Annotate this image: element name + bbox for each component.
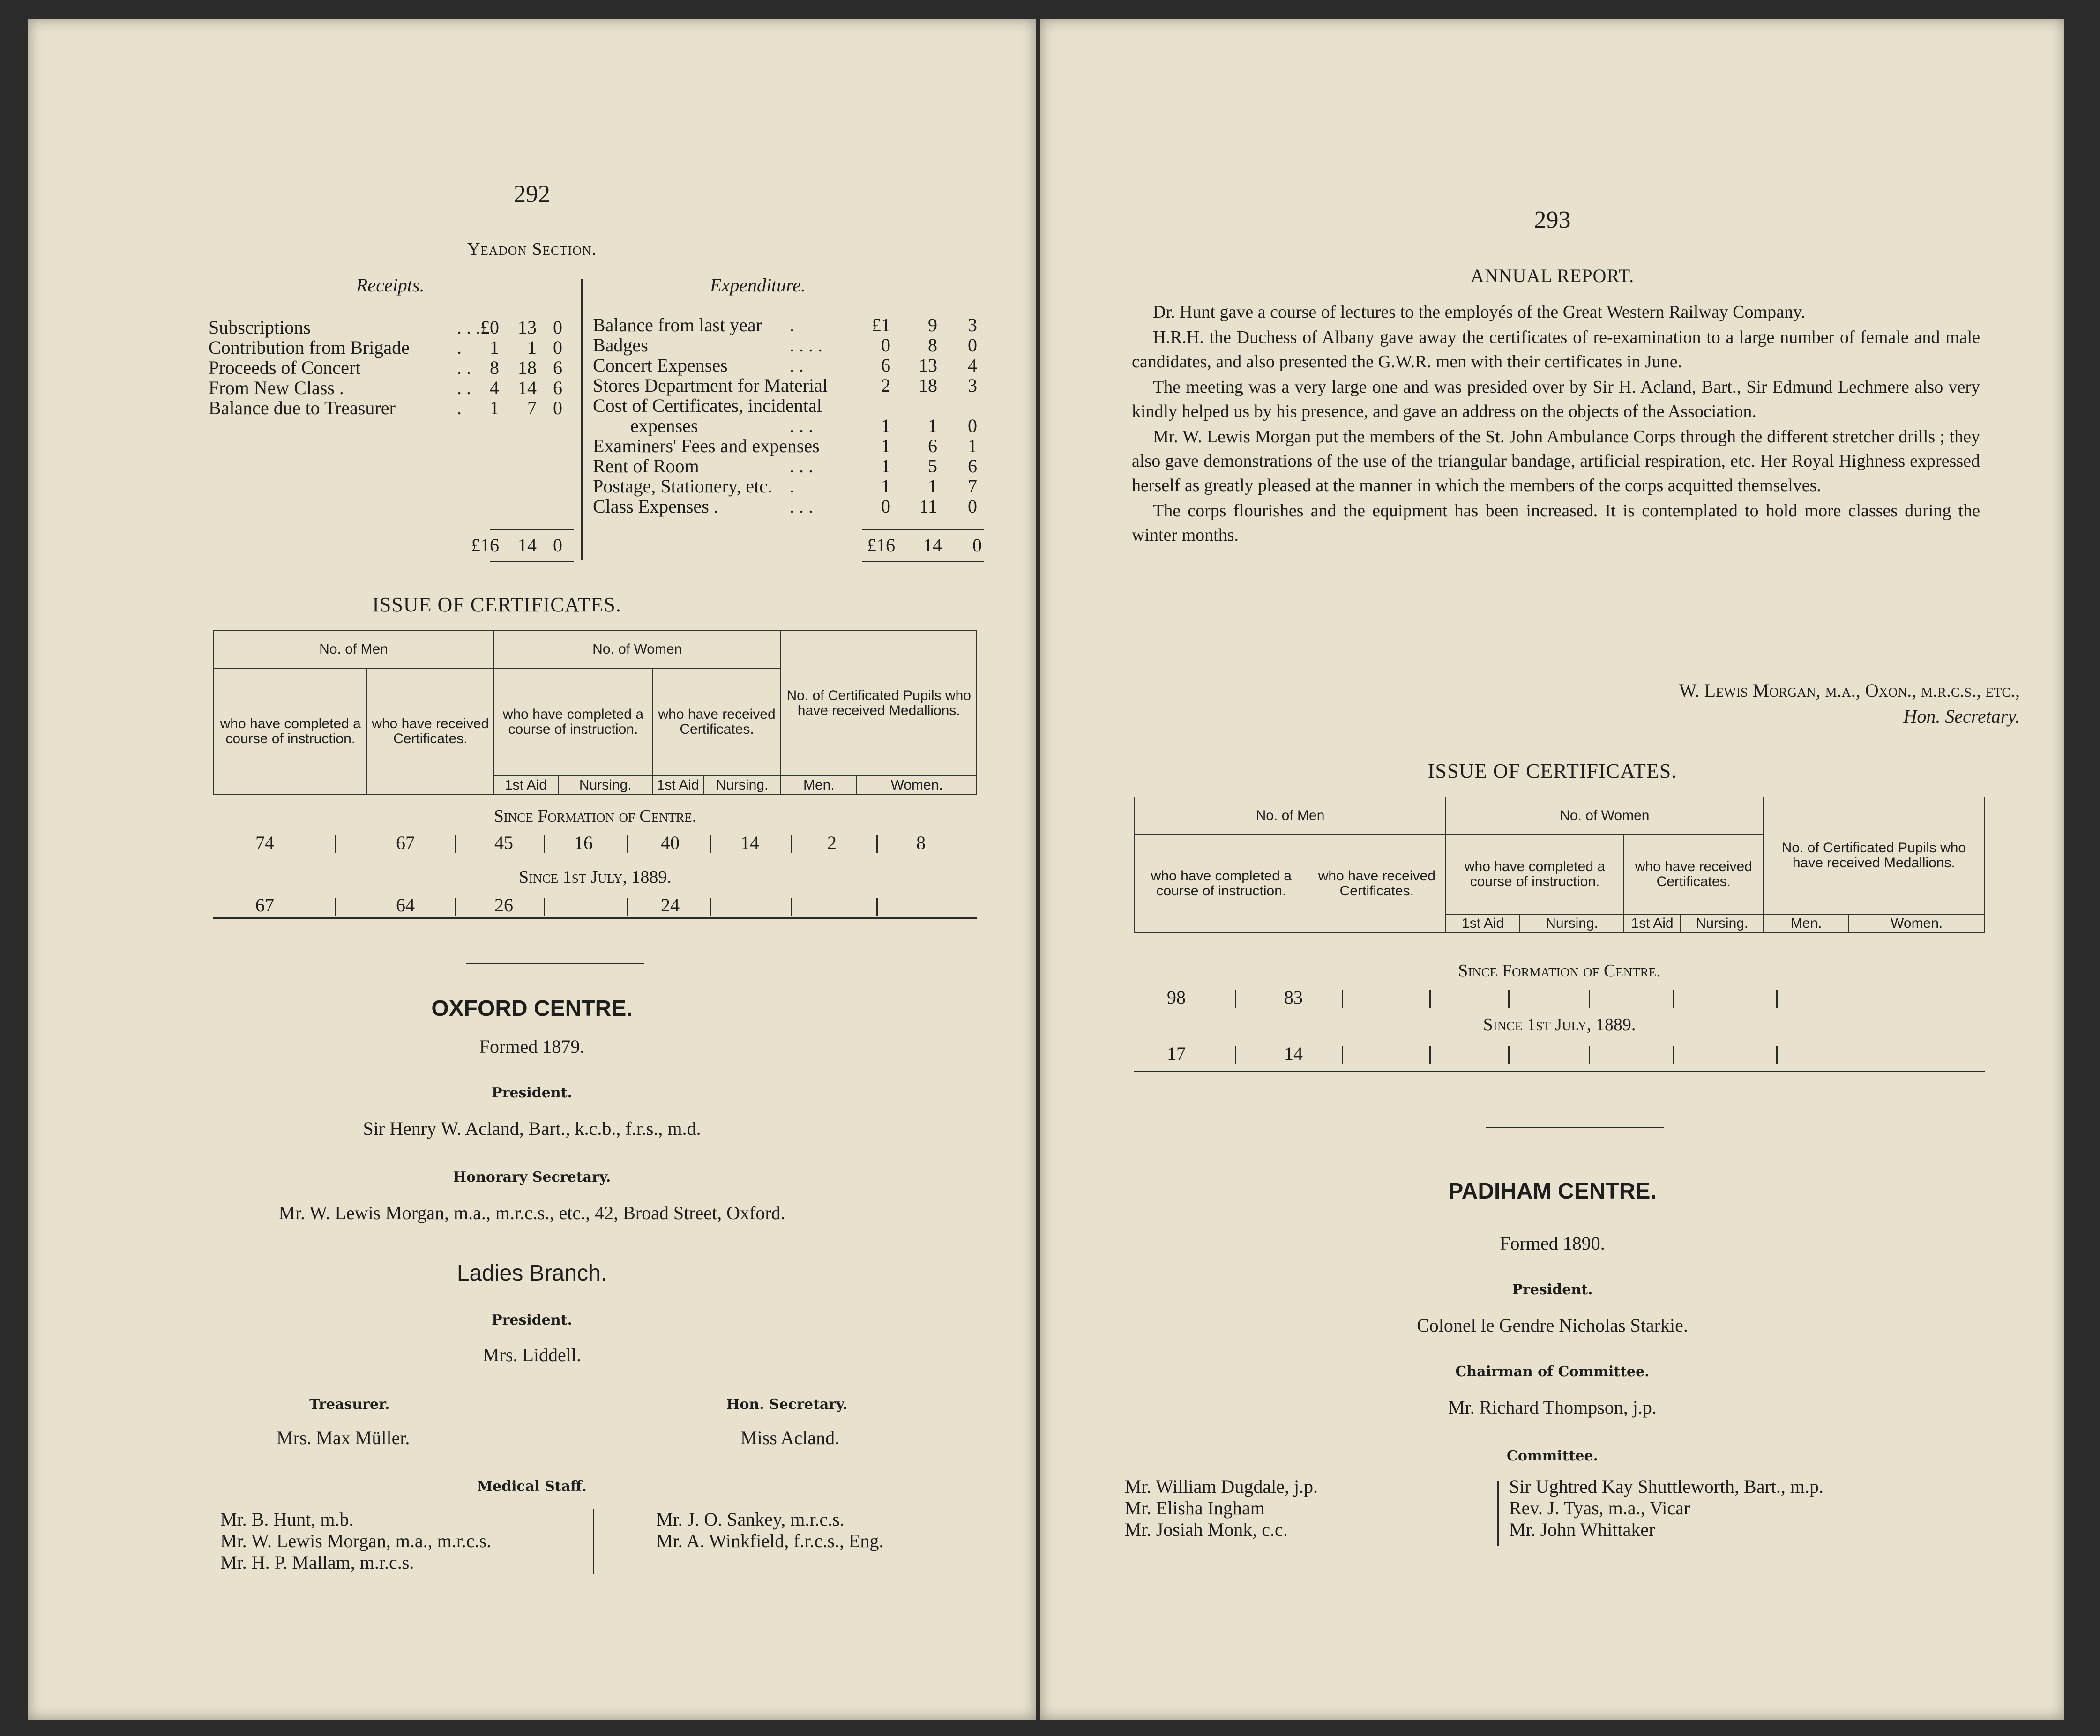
men-completed-header: who have completed a course of instruction. bbox=[1135, 834, 1308, 933]
receipt-label: Balance due to Treasurer bbox=[209, 397, 396, 418]
expenditure-d: 1 bbox=[968, 435, 977, 456]
women-medal-header: Women. bbox=[857, 776, 977, 795]
men-header: No. of Men bbox=[214, 631, 493, 668]
receipt-l: £0 bbox=[480, 317, 499, 338]
expenditure-dots: . . . bbox=[790, 496, 813, 517]
value-separator bbox=[1589, 990, 1590, 1008]
value-separator bbox=[627, 898, 628, 916]
value-separator bbox=[710, 898, 711, 916]
name-line: Mr. John Whittaker bbox=[1509, 1519, 1655, 1540]
chairman-label: Chairman of Committee. bbox=[1455, 1363, 1650, 1380]
name-line: Mr. William Dugdale, j.p. bbox=[1125, 1476, 1318, 1497]
expenditure-total-d: 0 bbox=[972, 535, 982, 556]
nursing-header: Nursing. bbox=[1681, 914, 1764, 933]
table-value: 64 bbox=[396, 894, 415, 916]
expenditure-d: 3 bbox=[968, 314, 977, 335]
expenditure-label: Examiners' Fees and expenses bbox=[593, 435, 820, 456]
page-number: 292 bbox=[514, 181, 550, 208]
name-line: Mr. A. Winkfield, f.r.c.s., Eng. bbox=[656, 1530, 884, 1551]
table-value: 17 bbox=[1167, 1043, 1186, 1064]
expenditure-dots: . . . . bbox=[790, 335, 822, 356]
table-value: 67 bbox=[396, 832, 415, 853]
nursing-header: Nursing. bbox=[558, 776, 653, 795]
value-separator bbox=[1776, 1046, 1778, 1064]
left-page bbox=[28, 19, 1036, 1720]
since-formation-row bbox=[213, 832, 977, 855]
receipt-l: 4 bbox=[490, 377, 499, 398]
expenditure-s: 18 bbox=[919, 375, 937, 396]
expenditure-s: 11 bbox=[919, 496, 937, 517]
annual-report-body bbox=[1132, 300, 1980, 548]
expenditure-s: 9 bbox=[928, 314, 937, 335]
expenditure-l: 2 bbox=[881, 375, 890, 396]
report-paragraph: Mr. W. Lewis Morgan put the members of the St. John Ambulance Corps through the different stretcher drills ; they also gave demonstrations of the use of the triangular bandage, artificial respiration, etc. Her Royal Highness expressed herself as greatly pleased at the manner in which the members of the corps acquitted themselves. bbox=[1132, 427, 1980, 495]
value-separator bbox=[1429, 1046, 1431, 1064]
receipt-d: 0 bbox=[553, 317, 562, 338]
receipt-l: 1 bbox=[490, 397, 499, 418]
table-value: 98 bbox=[1167, 987, 1186, 1008]
since-july-row bbox=[1134, 1043, 1985, 1066]
table-value: 16 bbox=[574, 832, 593, 853]
women-medal-header: Women. bbox=[1849, 914, 1984, 933]
value-separator bbox=[1235, 1046, 1236, 1064]
expenditure-s: 13 bbox=[919, 355, 937, 376]
receipts-total-rule bbox=[490, 529, 574, 530]
ladies-branch-title: Ladies Branch. bbox=[456, 1261, 607, 1286]
table-value: 83 bbox=[1284, 987, 1303, 1008]
table-value: 45 bbox=[494, 832, 513, 853]
expenditure-d: 0 bbox=[968, 335, 977, 356]
expenditure-d: 0 bbox=[968, 496, 977, 517]
expenditure-total-l: £16 bbox=[867, 535, 895, 556]
committee-left bbox=[1125, 1476, 1318, 1541]
value-separator bbox=[1342, 1046, 1343, 1064]
expenditure-l: 1 bbox=[881, 455, 890, 477]
signature: W. Lewis Morgan, m.a., Oxon., m.r.c.s., etc., bbox=[1679, 680, 2020, 701]
expenditure-total-rule bbox=[862, 529, 984, 530]
receipt-d: 6 bbox=[553, 377, 562, 398]
expenditure-dots: . bbox=[790, 476, 794, 497]
since-july-label: Since 1st July, 1889. bbox=[519, 867, 672, 887]
value-separator bbox=[1429, 990, 1431, 1008]
receipt-label: Proceeds of Concert bbox=[209, 357, 361, 378]
first-aid-header: 1st Aid bbox=[1624, 914, 1681, 933]
certificates-heading: ISSUE OF CERTIFICATES. bbox=[1427, 760, 1677, 782]
value-separator bbox=[1776, 990, 1778, 1008]
name-line: Sir Ughtred Kay Shuttleworth, Bart., m.p. bbox=[1509, 1476, 1824, 1497]
receipt-label: Contribution from Brigade bbox=[209, 337, 410, 358]
nursing-header: Nursing. bbox=[703, 776, 781, 795]
table-value: 24 bbox=[661, 894, 680, 916]
annual-report-heading: ANNUAL REPORT. bbox=[1470, 265, 1635, 286]
right-page bbox=[1040, 19, 2064, 1720]
value-separator bbox=[335, 898, 336, 916]
value-separator bbox=[791, 835, 792, 853]
value-separator bbox=[1235, 990, 1236, 1008]
expenditure-dots: . . bbox=[790, 355, 804, 376]
expenditure-heading: Expenditure. bbox=[710, 275, 806, 296]
expenditure-label: Balance from last year bbox=[593, 314, 762, 335]
receipts-heading: Receipts. bbox=[356, 275, 425, 296]
receipt-s: 1 bbox=[527, 337, 537, 358]
expenditure-label: Rent of Room bbox=[593, 455, 699, 477]
expenditure-s: 6 bbox=[928, 435, 937, 456]
receipt-s: 7 bbox=[527, 397, 537, 418]
women-completed-header: who have completed a course of instruction. bbox=[1446, 834, 1624, 914]
expenditure-s: 8 bbox=[928, 335, 937, 356]
table-value: 40 bbox=[661, 832, 680, 853]
account-divider bbox=[581, 279, 583, 560]
oxford-formed: Formed 1879. bbox=[479, 1036, 585, 1057]
table-value: 26 bbox=[494, 894, 513, 916]
women-received-header: who have received Certificates. bbox=[653, 668, 781, 776]
expenditure-dots: . bbox=[790, 314, 794, 335]
expenditure-label: Stores Department for Material bbox=[593, 375, 828, 396]
ladies-president: Mrs. Liddell. bbox=[483, 1344, 581, 1365]
receipt-l: 8 bbox=[490, 357, 499, 378]
men-medal-header: Men. bbox=[781, 776, 857, 795]
expenditure-total-s: 14 bbox=[923, 535, 942, 556]
expenditure-dots: . . . bbox=[790, 455, 813, 477]
since-formation-label: Since Formation of Centre. bbox=[1458, 961, 1661, 981]
name-line: Mr. Josiah Monk, c.c. bbox=[1125, 1519, 1288, 1540]
men-completed-header: who have completed a course of instruction. bbox=[214, 668, 367, 795]
value-separator bbox=[455, 898, 456, 916]
report-paragraph: H.R.H. the Duchess of Albany gave away the certificates of re-examination to a large number of female and male candidates, and also presented the G.W.R. men with their certificates in June. bbox=[1132, 328, 1980, 372]
since-july-row bbox=[213, 894, 977, 917]
table-value: 2 bbox=[827, 832, 837, 853]
value-separator bbox=[791, 898, 792, 916]
section-separator bbox=[466, 963, 644, 964]
women-received-header: who have received Certificates. bbox=[1624, 834, 1764, 914]
committee-label: Committee. bbox=[1506, 1448, 1599, 1464]
expenditure-l: £1 bbox=[872, 314, 890, 335]
table-bottom-rule bbox=[1134, 1071, 1985, 1072]
receipts-total-l: £16 bbox=[471, 535, 499, 556]
expenditure-s: 5 bbox=[928, 455, 937, 477]
table-value: 8 bbox=[916, 832, 926, 853]
expenditure-label: Postage, Stationery, etc. bbox=[593, 476, 772, 497]
value-separator bbox=[335, 835, 336, 853]
table-value: 14 bbox=[740, 832, 759, 853]
receipt-dots: . bbox=[457, 397, 462, 418]
name-line: Mr. B. Hunt, m.b. bbox=[220, 1509, 354, 1530]
oxford-president: Sir Henry W. Acland, Bart., k.c.b., f.r.s., m.d. bbox=[363, 1118, 701, 1139]
medical-staff-right bbox=[656, 1509, 883, 1552]
men-received-header: who have received Certificates. bbox=[1308, 834, 1446, 933]
women-header: No. of Women bbox=[1446, 797, 1764, 834]
men-header: No. of Men bbox=[1135, 797, 1446, 834]
receipts-total-d: 0 bbox=[553, 535, 562, 556]
first-aid-header: 1st Aid bbox=[653, 776, 703, 795]
expenditure-l: 1 bbox=[881, 435, 890, 456]
value-separator bbox=[876, 835, 878, 853]
oxford-hon-sec: Mr. W. Lewis Morgan, m.a., m.r.c.s., etc., 42, Broad Street, Oxford. bbox=[278, 1202, 785, 1223]
report-paragraph: Dr. Hunt gave a course of lectures to the employés of the Great Western Railway Company. bbox=[1153, 302, 1805, 322]
men-received-header: who have received Certificates. bbox=[367, 668, 493, 795]
value-separator bbox=[1673, 990, 1674, 1008]
value-separator bbox=[544, 898, 545, 916]
first-aid-header: 1st Aid bbox=[1446, 914, 1520, 933]
value-separator bbox=[544, 835, 545, 853]
chairman: Mr. Richard Thompson, j.p. bbox=[1448, 1397, 1657, 1418]
expenditure-label: Cost of Certificates, incidental bbox=[593, 395, 822, 416]
value-separator bbox=[1508, 990, 1510, 1008]
expenditure-l: 1 bbox=[881, 415, 890, 436]
name-line: Mr. Elisha Ingham bbox=[1125, 1498, 1265, 1519]
expenditure-label: Class Expenses . bbox=[593, 496, 718, 517]
padiham-formed: Formed 1890. bbox=[1500, 1233, 1605, 1254]
men-medal-header: Men. bbox=[1764, 914, 1849, 933]
expenditure-d: 7 bbox=[968, 476, 977, 497]
receipt-s: 13 bbox=[518, 317, 537, 338]
expenditure-d: 0 bbox=[968, 415, 977, 436]
receipt-dots: . . bbox=[457, 377, 471, 398]
expenditure-d: 3 bbox=[968, 375, 977, 396]
table-value: 74 bbox=[255, 832, 274, 853]
value-separator bbox=[876, 898, 878, 916]
committee-divider bbox=[1497, 1481, 1499, 1546]
padiham-president-label: President. bbox=[1512, 1282, 1593, 1298]
name-line: Mr. H. P. Mallam, m.r.c.s. bbox=[220, 1552, 414, 1573]
value-separator bbox=[627, 835, 628, 853]
signature-role: Hon. Secretary. bbox=[1903, 706, 2020, 727]
ladies-hon-sec-label: Hon. Secretary. bbox=[726, 1396, 848, 1413]
name-line: Mr. W. Lewis Morgan, m.a., m.r.c.s. bbox=[220, 1530, 492, 1551]
report-paragraph: The corps flourishes and the equipment has been increased. It is contemplated to hold more classes during the winter months. bbox=[1132, 501, 1980, 545]
expenditure-label: expenses bbox=[630, 415, 698, 436]
receipts-total-s: 14 bbox=[518, 535, 537, 556]
medical-staff-left bbox=[220, 1509, 491, 1573]
expenditure-d: 4 bbox=[968, 355, 977, 376]
oxford-president-label: President. bbox=[492, 1085, 572, 1101]
report-paragraph: The meeting was a very large one and was presided over by Sir H. Acland, Bart., Sir Edmund Lechmere also very kindly helped us by his presence, and gave an address on the objects of the Association. bbox=[1132, 377, 1980, 421]
receipt-d: 0 bbox=[553, 337, 562, 358]
since-july-label: Since 1st July, 1889. bbox=[1483, 1015, 1636, 1035]
treasurer: Mrs. Max Müller. bbox=[277, 1427, 410, 1448]
expenditure-l: 0 bbox=[881, 335, 890, 356]
first-aid-header: 1st Aid bbox=[493, 776, 558, 795]
since-formation-label: Since Formation of Centre. bbox=[493, 806, 697, 826]
receipt-label: From New Class . bbox=[209, 377, 344, 398]
ladies-president-label: President. bbox=[492, 1312, 572, 1328]
expenditure-l: 6 bbox=[881, 355, 890, 376]
value-separator bbox=[1589, 1046, 1590, 1064]
receipt-dots: . . . bbox=[457, 317, 480, 338]
treasurer-label: Treasurer. bbox=[309, 1396, 390, 1413]
medallions-header: No. of Certificated Pupils who have received Medallions. bbox=[1764, 797, 1984, 914]
receipts-total-underline-2 bbox=[490, 561, 574, 562]
medical-staff-label: Medical Staff. bbox=[477, 1478, 587, 1495]
table-value: 14 bbox=[1284, 1043, 1303, 1064]
ladies-hon-sec: Miss Acland. bbox=[740, 1427, 840, 1448]
women-completed-header: who have completed a course of instruction. bbox=[493, 668, 653, 776]
expenditure-dots: . . . bbox=[790, 415, 813, 436]
padiham-centre-title: PADIHAM CENTRE. bbox=[1448, 1179, 1657, 1204]
receipt-dots: . bbox=[457, 337, 462, 358]
expenditure-l: 1 bbox=[881, 476, 890, 497]
receipt-d: 0 bbox=[553, 397, 562, 418]
receipt-d: 6 bbox=[553, 357, 562, 378]
oxford-centre-title: OXFORD CENTRE. bbox=[431, 996, 633, 1021]
section-title: Yeadon Section. bbox=[467, 239, 597, 259]
section-separator bbox=[1486, 1127, 1664, 1128]
nursing-header: Nursing. bbox=[1520, 914, 1624, 933]
receipt-s: 14 bbox=[518, 377, 537, 398]
name-line: Rev. J. Tyas, m.a., Vicar bbox=[1509, 1498, 1690, 1519]
expenditure-total-underline-2 bbox=[862, 561, 984, 562]
value-separator bbox=[1508, 1046, 1510, 1064]
expenditure-d: 6 bbox=[968, 455, 977, 477]
receipt-s: 18 bbox=[518, 357, 537, 378]
medallions-header: No. of Certificated Pupils who have received Medallions. bbox=[781, 631, 977, 776]
oxford-hon-sec-label: Honorary Secretary. bbox=[453, 1169, 611, 1185]
value-separator bbox=[710, 835, 711, 853]
value-separator bbox=[1673, 1046, 1674, 1064]
women-header: No. of Women bbox=[493, 631, 781, 668]
certificates-table bbox=[213, 630, 977, 795]
page-number: 293 bbox=[1534, 207, 1571, 233]
name-line: Mr. J. O. Sankey, m.r.c.s. bbox=[656, 1509, 844, 1530]
medical-divider bbox=[593, 1509, 594, 1574]
expenditure-l: 0 bbox=[881, 496, 890, 517]
table-bottom-rule bbox=[213, 917, 977, 919]
expenditure-label: Concert Expenses bbox=[593, 355, 728, 376]
receipt-dots: . . bbox=[457, 357, 471, 378]
receipt-label: Subscriptions bbox=[209, 317, 311, 338]
committee-right bbox=[1509, 1476, 1823, 1541]
value-separator bbox=[1342, 990, 1343, 1008]
receipt-l: 1 bbox=[490, 337, 499, 358]
expenditure-s: 1 bbox=[928, 415, 937, 436]
certificates-table bbox=[1134, 797, 1985, 933]
expenditure-s: 1 bbox=[928, 476, 937, 497]
padiham-president: Colonel le Gendre Nicholas Starkie. bbox=[1417, 1315, 1688, 1336]
value-separator bbox=[455, 835, 456, 853]
table-value: 67 bbox=[255, 894, 274, 916]
since-formation-row bbox=[1134, 986, 1985, 1010]
expenditure-label: Badges bbox=[593, 335, 648, 356]
certificates-heading: ISSUE OF CERTIFICATES. bbox=[372, 593, 621, 616]
